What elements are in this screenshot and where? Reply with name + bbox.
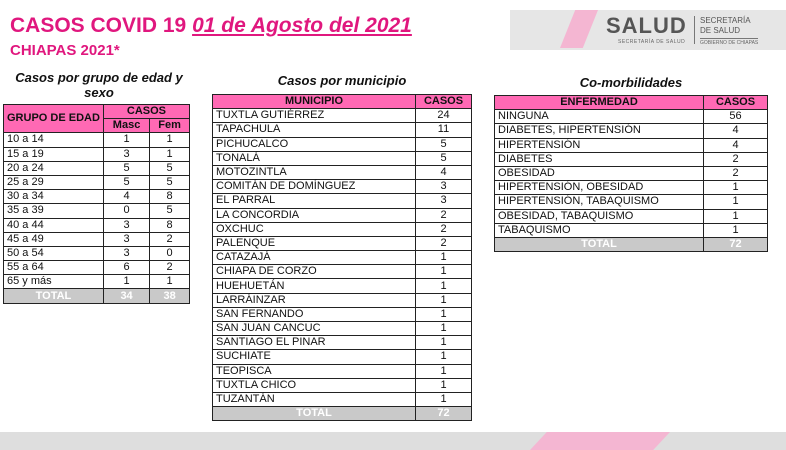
fem-cell: 1 [150,147,190,161]
municipio-table [212,94,472,421]
enfermedad-cases-cell: 4 [704,124,768,138]
municipio-cases-cell: 24 [416,109,472,123]
table-row [495,138,768,152]
municipio-cases-cell: 1 [416,336,472,350]
masc-cell: 1 [103,133,149,147]
age-group-cell: 10 a 14 [4,133,104,147]
table-row [495,209,768,223]
table-row [213,322,472,336]
table-row [213,180,472,194]
municipio-name-cell: MOTOZINTLA [213,165,416,179]
enfermedad-cases-cell: 1 [704,209,768,223]
municipio-total-label: TOTAL [213,407,416,421]
title-date: 01 de Agosto del 2021 [192,14,412,37]
secretaria-line1: SECRETARÍA [700,16,751,25]
comorb-table [494,95,768,252]
municipio-cases-cell: 1 [416,364,472,378]
enfermedad-name-cell: HIPERTENSIÓN, TABAQUISMO [495,195,704,209]
enfermedad-cases-cell: 1 [704,195,768,209]
fem-cell: 2 [150,261,190,275]
table-row [213,222,472,236]
municipio-name-cell: TONALÁ [213,151,416,165]
fem-cell: 5 [150,161,190,175]
table-row [213,265,472,279]
col-municipio-casos-header: CASOS [416,95,472,109]
fem-cell: 8 [150,190,190,204]
page-title [10,14,412,38]
municipio-name-cell: TAPACHULA [213,123,416,137]
municipio-name-cell: SUCHIATE [213,350,416,364]
col-fem-header: Fem [150,119,190,133]
age-group-cell: 25 a 29 [4,175,104,189]
masc-cell: 1 [103,275,149,289]
table-row [4,261,190,275]
table-row [4,218,190,232]
municipio-cases-cell: 1 [416,350,472,364]
col-group-header: GRUPO DE EDAD [4,105,104,133]
age-group-cell: 30 a 34 [4,190,104,204]
municipio-cases-cell: 1 [416,392,472,406]
secretaria-label [700,16,751,36]
page-subtitle: CHIAPAS 2021* [10,42,120,59]
municipio-name-cell: SANTIAGO EL PINAR [213,336,416,350]
enfermedad-cases-cell: 2 [704,166,768,180]
municipio-cases-cell: 1 [416,307,472,321]
municipio-cases-cell: 3 [416,194,472,208]
table-row [4,175,190,189]
salud-logo-sub: SECRETARÍA DE SALUD [618,39,686,45]
table-row [4,204,190,218]
municipio-total-value: 72 [416,407,472,421]
age-group-cell: 20 a 24 [4,161,104,175]
enfermedad-name-cell: OBESIDAD [495,166,704,180]
fem-cell: 2 [150,232,190,246]
fem-cell: 8 [150,218,190,232]
enfermedad-name-cell: DIABETES, HIPERTENSIÓN [495,124,704,138]
municipio-cases-cell: 5 [416,151,472,165]
col-comorb-casos-header: CASOS [704,96,768,110]
age-group-cell: 45 a 49 [4,232,104,246]
enfermedad-name-cell: HIPERTENSIÓN [495,138,704,152]
table-row [213,336,472,350]
table-row [213,364,472,378]
table-row [213,236,472,250]
table-row [213,279,472,293]
table-row [4,246,190,260]
table-row [495,181,768,195]
masc-cell: 3 [103,232,149,246]
col-enfermedad-header: ENFERMEDAD [495,96,704,110]
age-group-cell: 50 a 54 [4,246,104,260]
municipio-cases-cell: 5 [416,137,472,151]
enfermedad-name-cell: NINGUNA [495,110,704,124]
enfermedad-cases-cell: 1 [704,223,768,237]
table-row [213,293,472,307]
comorb-total-label: TOTAL [495,237,704,251]
secretaria-line2: DE SALUD [700,26,741,35]
footer-bar [0,432,786,450]
municipio-cases-cell: 2 [416,222,472,236]
municipio-name-cell: PICHUCALCO [213,137,416,151]
municipio-section-title: Casos por municipio [277,73,407,88]
col-cases-header: CASOS [103,105,189,119]
enfermedad-name-cell: DIABETES [495,152,704,166]
enfermedad-cases-cell: 4 [704,138,768,152]
table-row [213,137,472,151]
table-row [4,190,190,204]
municipio-cases-cell: 1 [416,293,472,307]
municipio-name-cell: SAN JUAN CANCUC [213,322,416,336]
masc-cell: 6 [103,261,149,275]
fem-cell: 1 [150,275,190,289]
masc-cell: 5 [103,175,149,189]
table-row [213,350,472,364]
masc-cell: 5 [103,161,149,175]
enfermedad-cases-cell: 56 [704,110,768,124]
table-row [213,307,472,321]
municipio-cases-cell: 11 [416,123,472,137]
municipio-cases-cell: 2 [416,236,472,250]
municipio-name-cell: LARRÁINZAR [213,293,416,307]
age-total-label: TOTAL [4,289,104,303]
masc-cell: 3 [103,218,149,232]
salud-logo: SALUD [606,13,687,38]
enfermedad-name-cell: TABAQUISMO [495,223,704,237]
enfermedad-cases-cell: 2 [704,152,768,166]
table-row [4,275,190,289]
table-row [213,109,472,123]
municipio-cases-cell: 4 [416,165,472,179]
enfermedad-name-cell: HIPERTENSIÓN, OBESIDAD [495,181,704,195]
masc-cell: 4 [103,190,149,204]
table-row [4,133,190,147]
comorb-total-row [495,237,768,251]
municipio-cases-cell: 1 [416,279,472,293]
footer-pink-shape [530,432,670,450]
municipio-name-cell: CHIAPA DE CORZO [213,265,416,279]
table-row [4,232,190,246]
fem-cell: 5 [150,175,190,189]
table-row [213,208,472,222]
enfermedad-cases-cell: 1 [704,181,768,195]
masc-cell: 3 [103,147,149,161]
fem-cell: 5 [150,204,190,218]
municipio-name-cell: PALENQUE [213,236,416,250]
comorb-section-title: Co-morbilidades [579,75,683,90]
masc-cell: 3 [103,246,149,260]
municipio-cases-cell: 1 [416,251,472,265]
age-section-title: Casos por grupo de edad y sexo [15,70,183,100]
municipio-name-cell: OXCHUC [213,222,416,236]
municipio-name-cell: TUXTLA CHICO [213,378,416,392]
age-group-cell: 35 a 39 [4,204,104,218]
age-group-cell: 40 a 44 [4,218,104,232]
table-row [495,110,768,124]
masc-cell: 0 [103,204,149,218]
age-group-cell: 65 y más [4,275,104,289]
table-row [495,195,768,209]
table-row [4,147,190,161]
table-row [495,166,768,180]
municipio-name-cell: COMITÁN DE DOMÍNGUEZ [213,180,416,194]
table-row [213,392,472,406]
table-row [495,223,768,237]
municipio-cases-cell: 1 [416,322,472,336]
age-total-fem: 38 [150,289,190,303]
municipio-total-row [213,407,472,421]
municipio-name-cell: EL PARRAL [213,194,416,208]
table-row [213,251,472,265]
age-table [3,104,190,304]
fem-cell: 0 [150,246,190,260]
municipio-cases-cell: 1 [416,265,472,279]
municipio-name-cell: TEOPISCA [213,364,416,378]
title-prefix: CASOS COVID 19 [10,14,193,37]
age-total-row [4,289,190,303]
table-row [4,161,190,175]
age-group-cell: 55 a 64 [4,261,104,275]
municipio-name-cell: TUZANTÁN [213,392,416,406]
table-row [213,165,472,179]
gobierno-label: GOBIERNO DE CHIAPAS [700,40,759,46]
table-row [495,152,768,166]
fem-cell: 1 [150,133,190,147]
table-row [213,194,472,208]
enfermedad-name-cell: OBESIDAD, TABAQUISMO [495,209,704,223]
municipio-name-cell: CATAZAJÁ [213,251,416,265]
comorb-total-value: 72 [704,237,768,251]
age-group-cell: 15 a 19 [4,147,104,161]
municipio-name-cell: SAN FERNANDO [213,307,416,321]
col-municipio-header: MUNICIPIO [213,95,416,109]
municipio-name-cell: LA CONCORDIA [213,208,416,222]
municipio-cases-cell: 3 [416,180,472,194]
table-row [213,151,472,165]
table-row [495,124,768,138]
col-masc-header: Masc [103,119,149,133]
table-row [213,378,472,392]
logo-divider [694,16,695,44]
municipio-name-cell: HUEHUETÁN [213,279,416,293]
table-row [213,123,472,137]
municipio-cases-cell: 2 [416,208,472,222]
municipio-cases-cell: 1 [416,378,472,392]
municipio-name-cell: TUXTLA GUTIÉRREZ [213,109,416,123]
age-total-masc: 34 [103,289,149,303]
